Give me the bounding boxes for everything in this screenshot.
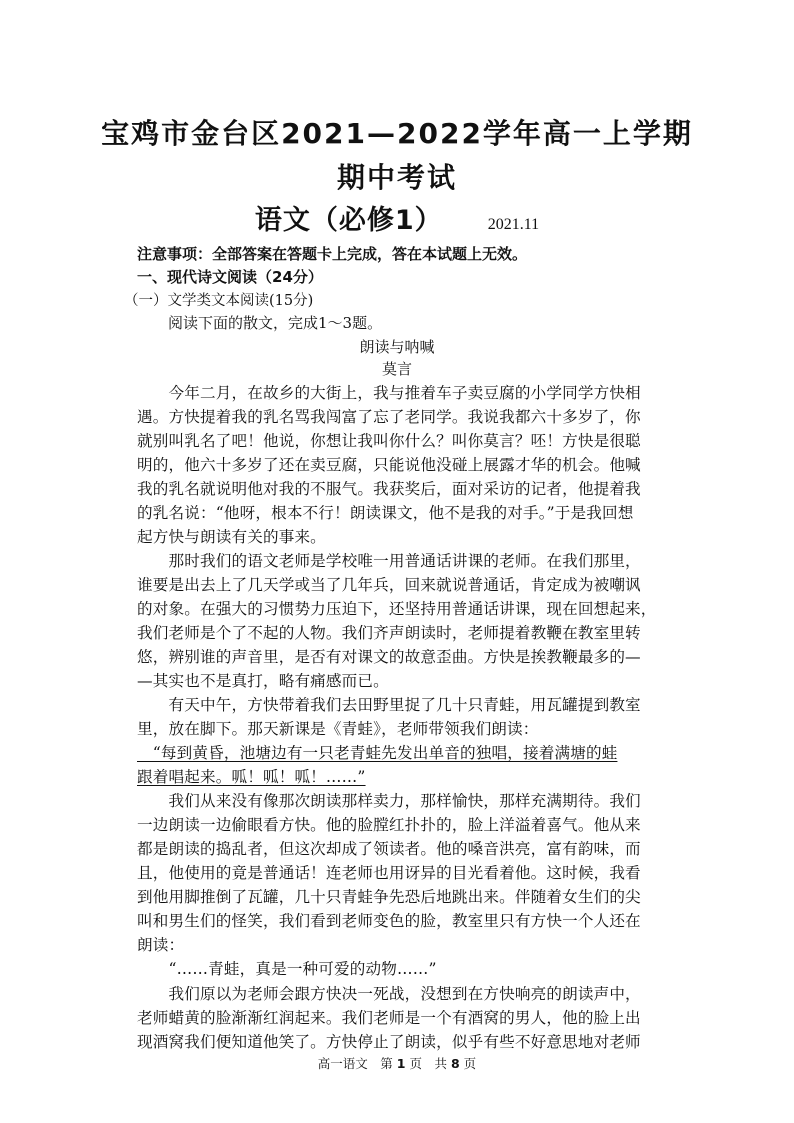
footer-total-pages: 8 [450,1056,460,1071]
footer-suffix: 页 [463,1056,477,1071]
essay-line: “每到黄昏，池塘边有一只老青蛙先发出单音的独唱，接着满塘的蛙 [137,744,618,763]
notice-text: 注意事项：全部答案在答题卡上完成，答在本试题上无效。 [137,245,528,263]
essay-line: 谁要是出去上了几天学或当了几年兵，回来就说普通话，肯定成为被嘲讽 [137,576,641,595]
footer-middle: 页 共 [409,1056,447,1071]
exam-title-line-2: 期中考试 [336,161,457,194]
section-heading: 一、现代诗文阅读（24分） [137,268,323,286]
essay-line: 我们原以为老师会跟方快决一死战，没想到在方快响亮的朗读声中， [137,984,641,1003]
essay-line: 的乳名说：“他呀，根本不行！朗读课文，他不是我的对手。”于是我回想 [137,504,634,523]
footer-page-number: 1 [396,1056,406,1071]
essay-line: 老师蜡黄的脸渐渐红润起来。我们老师是一个有酒窝的男人，他的脸上出 [137,1008,641,1027]
essay-line: 有天中午，方快带着我们去田野里捉了几十只青蛙，用瓦罐提到教室 [137,696,641,715]
essay-line: 的对象。在强大的习惯势力压迫下，还坚持用普通话讲课，现在回想起来， [137,600,657,619]
subject-title: 语文（必修1） [254,205,443,236]
essay-line: 现酒窝我们便知道他笑了。方快停止了朗读，似乎有些不好意思地对老师 [137,1032,641,1051]
essay-line: 我们老师是个了不起的人物。我们齐声朗读时，老师提着教鞭在教室里转 [137,624,641,643]
footer-prefix: 高一语文 第 [317,1056,393,1071]
essay-line: 我的乳名就说明他对我的不服气。我获奖后，面对采访的记者，他提着我 [137,480,641,499]
essay-author: 莫言 [381,360,412,378]
essay-line: 叫和男生们的怪笑，我们看到老师变色的脸，教室里只有方快一个人还在 [137,912,641,931]
exam-date: 2021.11 [487,216,540,233]
essay-line: 且，他使用的竟是普通话！连老师也用讶异的目光看着他。这时候，我看 [137,864,641,883]
essay-line: 那时我们的语文老师是学校唯一用普通话讲课的老师。在我们那里， [137,552,641,571]
essay-line: 遇。方快提着我的乳名骂我闯富了忘了老同学。我说我都六十多岁了，你 [137,408,641,427]
essay-line: 一边朗读一边偷眼看方快。他的脸膛红扑扑的，脸上洋溢着喜气。他从来 [137,816,641,835]
essay-line: 跟着唱起来。呱！呱！呱！……” [137,768,366,787]
essay-line: 今年二月，在故乡的大街上，我与推着车子卖豆腐的小学同学方快相 [137,384,641,402]
essay-line: 起方快与朗读有关的事来。 [137,528,326,547]
subtitle-row [0,198,794,237]
essay-line: 我们从来没有像那次朗读那样卖力，那样愉快，那样充满期待。我们 [137,792,641,811]
reading-instruction: 阅读下面的散文，完成1～3题。 [168,314,383,332]
essay-line: 都是朗读的捣乱者，但这次却成了领读者。他的嗓音洪亮，富有韵味，而 [137,840,641,859]
essay-line: 朗读： [137,936,185,955]
page-footer [0,1054,794,1072]
essay-line: 悠，辨别谁的声音里，是否有对课文的故意歪曲。方快是挨教鞭最多的— [137,648,641,667]
essay-line: 里，放在脚下。那天新课是《青蛙》，老师带领我们朗读： [137,720,539,739]
subsection-heading: （一）文学类文本阅读(15分) [124,293,314,309]
essay-line: —其实也不是真打，略有痛感而已。 [137,672,389,691]
essay-line: “……青蛙，真是一种可爱的动物……” [137,960,437,979]
essay-line: 到他用脚推倒了瓦罐，几十只青蛙争先恐后地跳出来。伴随着女生们的尖 [137,888,641,907]
essay-line: 明的，他六十多岁了还在卖豆腐，只能说他没碰上展露才华的机会。他喊 [137,456,641,475]
essay-title: 朗读与呐喊 [359,338,435,356]
exam-title-line-1: 宝鸡市金台区2021—2022学年高一上学期 [101,117,693,150]
essay-line: 就别叫乳名了吧！他说，你想让我叫你什么？叫你莫言？呸！方快是很聪 [137,432,641,451]
